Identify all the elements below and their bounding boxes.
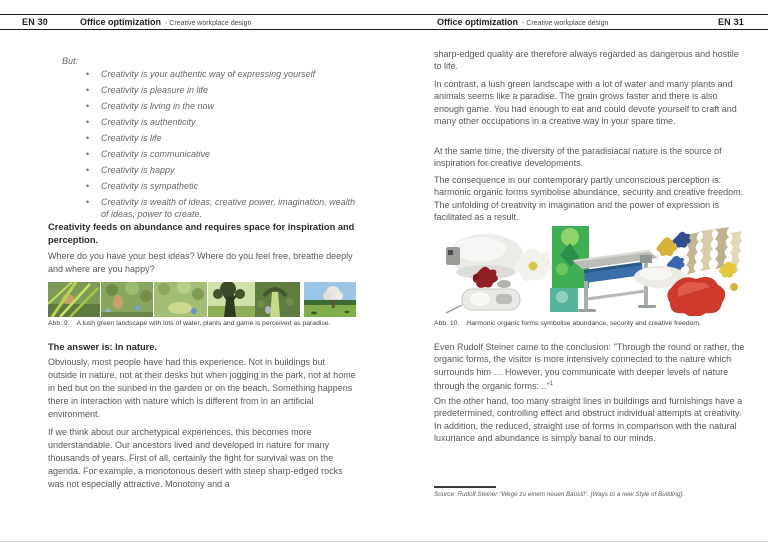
intro-text: But: [62,56,79,66]
page-number-right: EN 31 [717,17,744,27]
caption-text: A lush green landscape with lots of water, plants and game is perceived as paradise. [76,320,331,327]
paragraph-text: At the same time, the diversity of the paradisiacal nature is the source of inspiration for creative developments. [434,146,722,169]
list-item: • Creativity is authenticity [86,116,356,128]
section-heading [48,341,356,354]
intro-line [62,51,370,69]
figure-organic-forms [434,225,747,316]
paragraph [434,341,747,393]
list-item: • Creativity is living in the now [86,100,356,112]
organic-forms-collage [434,225,747,316]
paradise-photo-strip [48,282,356,317]
figure-paradise-landscape [48,282,356,317]
paragraph [434,395,747,445]
caption-text: Harmonic organic forms symbolise abundance, security and creative freedom. [466,320,701,327]
footnote-rule [434,486,496,488]
paragraph-text: In contrast, a lush green landscape with a lot of water and many plants and animals seems like a paradise. The grain grows faster and there is also enough game. You had enough to eat and could devote yourself to craft and many other occupations in a creative way in your spare time. [434,79,737,127]
caption-label: Abb. 10. [434,320,460,327]
section-heading [48,221,356,247]
heading-text: Creativity feeds on abundance and requires space for inspiration and perception. [48,222,355,245]
paragraph [434,48,747,73]
paragraph [48,250,356,276]
document-title-right: Office optimization [437,17,518,27]
footnote-text: Source: Rudolf Steiner "Wege zu einem neuen Baustil". [Ways to a new Style of Building]. [434,491,684,498]
page-number-left: EN 30 [22,17,49,27]
paragraph-text: On the other hand, too many straight lines in buildings and furnishings have a predetermined, controlling effect and obstruct individual attempts at creativity. In addition, the reduced, straight use of forms in comparison with the natural luxuriance and abundance is simply banal to our minds. [434,396,743,444]
paragraph [48,426,356,491]
paragraph-text: sharp-edged quality are therefore always regarded as dangerous and hostile to life. [434,49,739,72]
paragraph-text: Where do you have your best ideas? Where do you feel free, breathe deeply and where are you happy? [48,251,353,274]
page-left [48,31,356,541]
header-right-page [384,17,768,27]
page-right [434,31,747,541]
figure-caption [434,320,747,328]
quote-text: Even Rudolf Steiner came to the conclusion: "Through the round or rather, the organic forms, the visitor is more intensively connected to the nature which surrounds him … However, you communicate with deeper levels of nature through the organic forms: .." [434,342,745,392]
heading-text: The answer is: In nature. [48,342,158,352]
paragraph-text: The consequence in our contemporary partly unconscious perception is: harmonic organic forms symbolise abundance, security and creative freedom. The unfolding of creativity in imagination and the power of expression is facilitated as a result. [434,175,744,223]
list-item: • Creativity is life [86,132,356,144]
list-item: • Creativity is communicative [86,148,356,160]
paragraph [434,78,747,128]
document-subtitle-right: - Creative workplace design [522,20,609,27]
creativity-bullet-list [48,68,356,224]
list-item: • Creativity is pleasure in life [86,84,356,96]
paragraph-text [434,341,747,393]
document-title-left: Office optimization [80,17,162,27]
header-band [0,14,768,30]
list-item: • Creativity is wealth of ideas, creative power, imagination, wealth of ideas, power to create. [86,196,356,220]
paragraph-text: If we think about our archetypical experiences, this becomes more understandable. Our ancestors lived and developed in nature for many thousands of years. First of all, certainly the fight for survival was on the agenda. For example, a monotonous desert with steep sharp-edged rocks was not especially attractive. Monotony and a [48,427,343,489]
footnote-ref: 1 [549,381,554,388]
footnote [434,491,747,499]
caption-label: Abb. 9. [48,320,70,327]
list-item: • Creativity is your authentic way of expressing yourself [86,68,356,80]
paragraph [48,356,356,421]
figure-caption [48,320,356,328]
document-subtitle-left: - Creative workplace design [165,20,252,27]
bottom-rule [0,541,768,542]
list-item: • Creativity is sympathetic [86,180,356,192]
list-item: • Creativity is happy [86,164,356,176]
header-left-page [0,17,384,27]
paragraph [434,174,747,224]
paragraph [434,145,747,170]
paragraph-text: Obviously, most people have had this experience. Not in buildings but outside in nature, not at their desks but when jogging in the park, not at home in bed but on the sunbed in the garden or on the beach. Something happens there in interaction with nature which is different from in an artificial environment. [48,357,356,419]
